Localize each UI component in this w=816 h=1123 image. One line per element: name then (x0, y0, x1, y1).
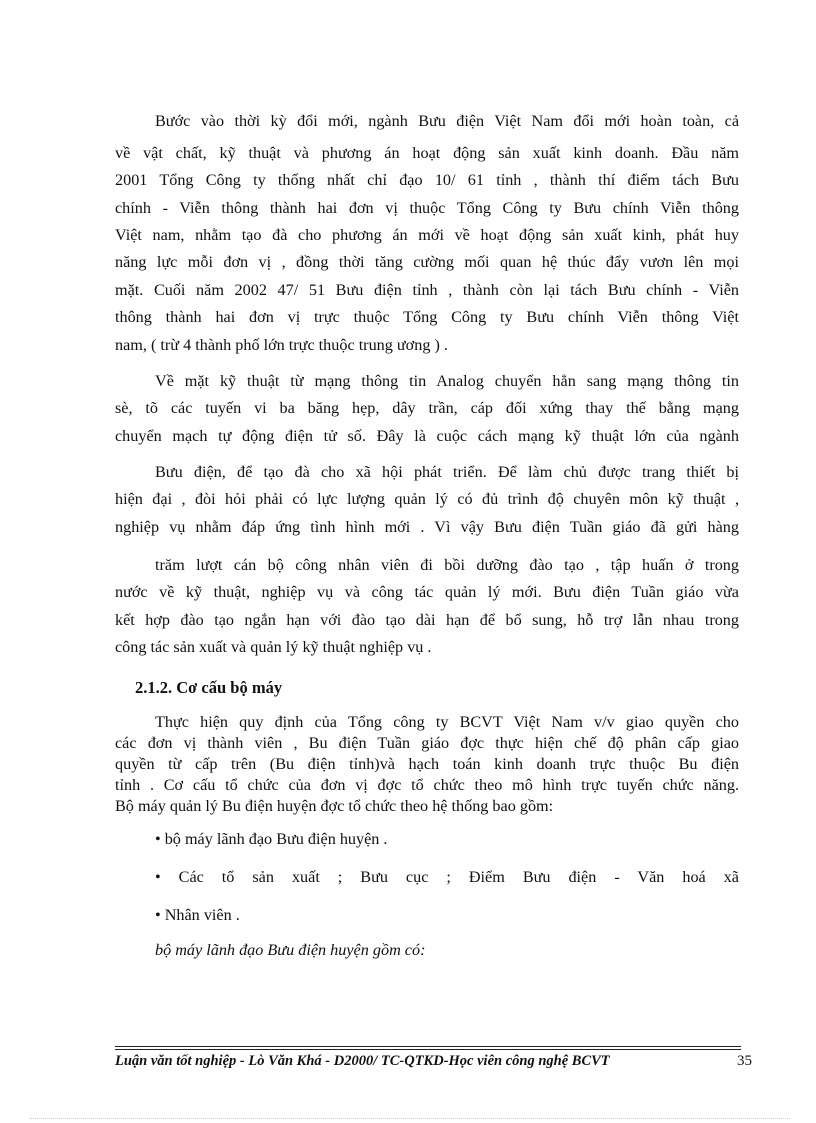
text-line: Thực hiện quy định của Tổng công ty BCVT Việt Nam v/v giao quyền cho (155, 713, 739, 731)
footer-rule-bottom (115, 1049, 741, 1050)
text-line: Việt nam, nhằm tạo đà cho phương án mới về hoạt động sản xuất kinh, phát huy (115, 226, 739, 244)
text-line: mặt. Cuối năm 2002 47/ 51 Bưu điện tỉnh , thành còn lại tách Bưu chính - Viễn (115, 281, 739, 299)
text-line: Về mặt kỹ thuật từ mạng thông tin Analog chuyển hẳn sang mạng thông tin (155, 372, 739, 390)
text-line: quyền từ cấp trên (Bu điện tỉnh)và hạch toán kinh doanh trực thuộc Bu điện (115, 755, 739, 773)
text-line: nam, ( trừ 4 thành phố lớn trực thuộc trung ương ) . (115, 336, 448, 354)
text-line: 2001 Tổng Công ty thống nhất chỉ đạo 10/ 61 tỉnh , thành thí điểm tách Bưu (115, 171, 739, 189)
text-line: sè, tõ các tuyến vi ba băng hẹp, dây trần, cáp đối xứng thay thế bằng mạng (115, 399, 739, 417)
text-line: kết hợp đào tạo ngắn hạn với đào tạo dài hạn để bổ sung, hỗ trợ lẫn nhau trong (115, 611, 739, 629)
page-bottom-border (30, 1118, 790, 1119)
text-line: chính - Viễn thông thành hai đơn vị thuộc Tổng Công ty Bưu chính Viễn thông (115, 199, 739, 217)
list-item: • bộ máy lãnh đạo Bưu điện huyện . (155, 830, 388, 848)
list-item: • Nhân viên . (155, 906, 240, 924)
text-line: nghiệp vụ nhằm đáp ứng tình hình mới . Vì vậy Bưu điện Tuần giáo đã gửi hàng (115, 518, 739, 536)
text-line: hiện đại , đòi hỏi phải có lực lượng quản lý có đủ trình độ chuyên môn kỹ thuật , (115, 490, 739, 508)
page-number: 35 (737, 1053, 752, 1069)
text-line: Bước vào thời kỳ đổi mới, ngành Bưu điện Việt Nam đổi mới hoàn toàn, cả (155, 112, 739, 130)
text-line: thông thành hai đơn vị trực thuộc Tổng Công ty Bưu chính Viễn thông Việt (115, 308, 739, 326)
text-line: chuyển mạch tự động điện tử số. Đây là cuộc cách mạng kỹ thuật lớn của ngành (115, 427, 739, 445)
text-line: năng lực mỗi đơn vị , đồng thời tăng cường mối quan hệ thúc đẩy vươn lên mọi (115, 253, 739, 271)
italic-caption: bộ máy lãnh đạo Bưu điện huyện gồm có: (155, 941, 426, 959)
text-line: Bưu điện, để tạo đà cho xã hội phát triển. Để làm chủ được trang thiết bị (155, 463, 739, 481)
text-line: tỉnh . Cơ cấu tổ chức của đơn vị đợc tổ chức theo mô hình trực tuyến chức năng. (115, 776, 739, 794)
text-line: các đơn vị thành viên , Bu điện Tuần giáo đợc thực hiện chế độ phân cấp giao (115, 734, 739, 752)
footer-rule-top (115, 1046, 741, 1047)
list-item: • Các tổ sản xuất ; Bưu cục ; Điểm Bưu điện - Văn hoá xã (155, 868, 739, 886)
footer-text: Luận văn tốt nghiệp - Lò Văn Khá - D2000/ TC-QTKD-Học viên công nghệ BCVT (115, 1053, 610, 1069)
text-line: Bộ máy quản lý Bu điện huyện đợc tổ chức theo hệ thống bao gồm: (115, 797, 554, 815)
text-line: công tác sản xuất và quản lý kỹ thuật nghiệp vụ . (115, 638, 432, 656)
section-heading: 2.1.2. Cơ cấu bộ máy (135, 678, 283, 697)
text-line: về vật chất, kỹ thuật và phương án hoạt động sản xuất kinh doanh. Đầu năm (115, 144, 739, 162)
text-line: trăm lượt cán bộ công nhân viên đi bồi dưỡng đào tạo , tập huấn ở trong (155, 556, 739, 574)
text-line: nước về kỹ thuật, nghiệp vụ và công tác quản lý mới. Bưu điện Tuần giáo vừa (115, 583, 739, 601)
